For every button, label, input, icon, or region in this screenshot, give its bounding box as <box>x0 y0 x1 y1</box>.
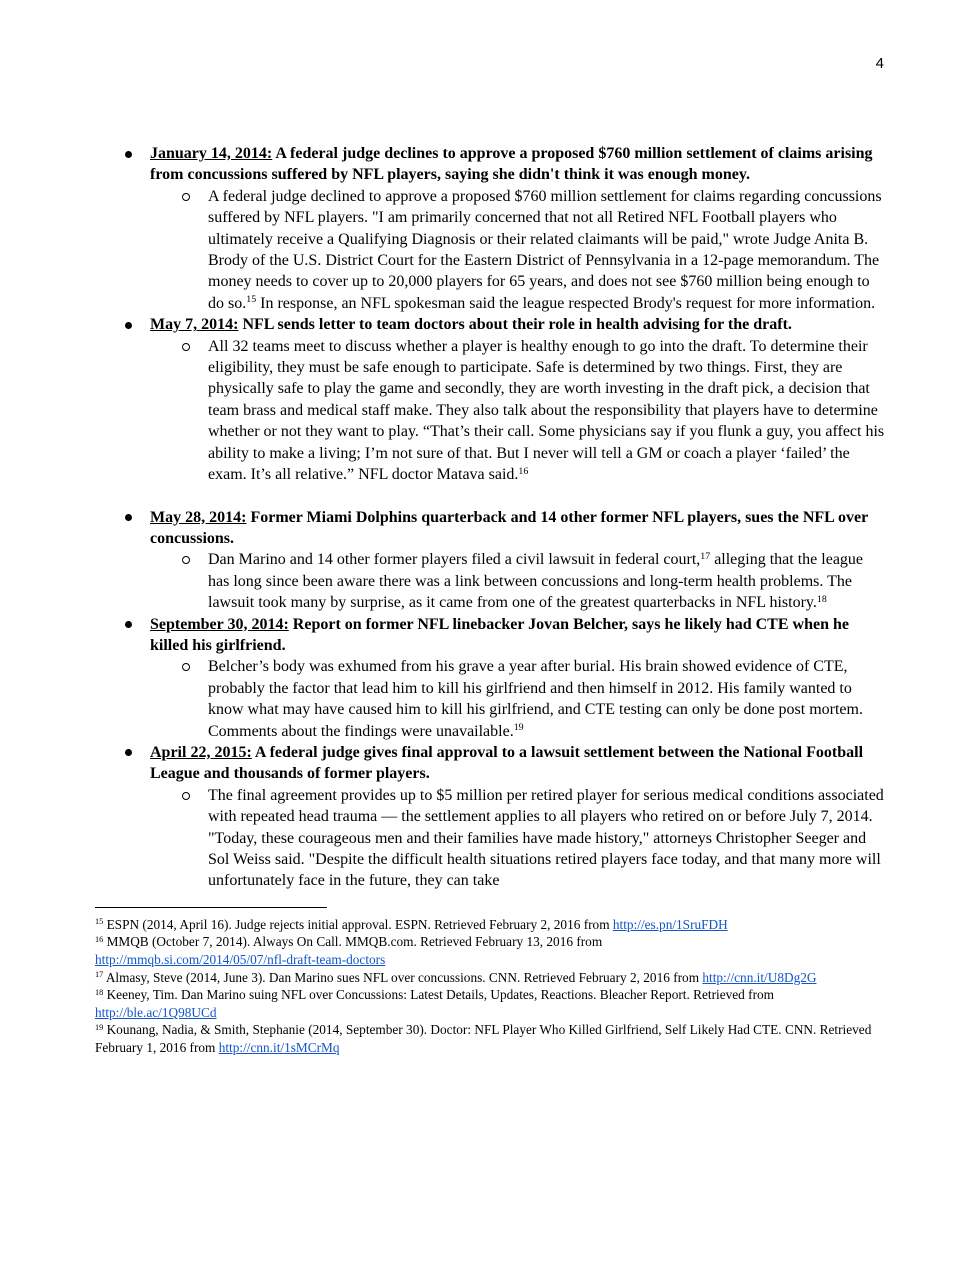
text-run: A federal judge declined to approve a proposed $760 million settlement for claims regarding concussions suffered by NFL players. "I am primarily concerned that not all Retired NFL Football players who ultimately receive a Qualifying Diagnosis or their related claimants will be paid," wrote Judge Anita B. Brody of the U.S. District Court for the Eastern District of Pennsylvania in a 12-page memorandum. The money needs to cover up to 20,000 players for 65 years, and does not see $760 million being enough to do so. <box>208 187 882 312</box>
timeline-entry-heading <box>95 314 885 335</box>
footnotes-section <box>95 907 885 1057</box>
entry-date: April 22, 2015: <box>150 743 252 761</box>
entry-headline: Former Miami Dolphins quarterback and 14 other former NFL players, sues the NFL over concussions. <box>150 508 868 547</box>
entry-date: May 28, 2014: <box>150 508 247 526</box>
text-run: Dan Marino and 14 other former players filed a civil lawsuit in federal court, <box>208 551 701 569</box>
footnote-link[interactable]: http://es.pn/1SruFDH <box>612 916 728 932</box>
text-run: Belcher’s body was exhumed from his grave a year after burial. His brain showed evidence of CTE, probably the factor that lead him to kill his girlfriend and then himself in 2012. His family wanted to know what may have caused him to kill his girlfriend, and CTE testing can only be done post mortem. Comments about the findings were unavailable. <box>208 658 863 740</box>
entry-headline: A federal judge declines to approve a proposed $760 million settlement of claims arising from concussions suffered by NFL players, saying she didn't think it was enough money. <box>150 145 873 184</box>
timeline-entry-heading <box>95 507 885 550</box>
timeline-entry <box>95 742 885 892</box>
timeline-entry-detail <box>95 785 885 892</box>
text-run: Almasy, Steve (2014, June 3). Dan Marino sues NFL over concussions. CNN. Retrieved February 2, 2016 from <box>105 969 703 985</box>
footnote-reference-superscript: 18 <box>816 593 827 605</box>
entry-date: January 14, 2014: <box>150 145 273 162</box>
text-run: ESPN (2014, April 16). Judge rejects initial approval. ESPN. Retrieved February 2, 2016 from <box>106 916 613 932</box>
footnote-marker: 18 <box>95 987 104 997</box>
footnote-separator <box>95 907 327 908</box>
text-run: All 32 teams meet to discuss whether a player is healthy enough to go into the draft. To determine their eligibility, they must be safe enough to participate. Safe is determined by two things. First, they are physically safe to play the game and secondly, they are worth investing in the draft pick, a decision that team brass and medical staff make. They also talk about the responsibility that players have to determine whether or not they want to play. “That’s their call. Some physicians say if you flunk a guy, you affect his ability to make a living; I’m not sure of that. But I never will tell a GM or coach a player ‘failed’ the exam. It’s all relative.” NFL doctor Matava said. <box>208 337 885 484</box>
footnote-reference-superscript: 16 <box>518 465 529 477</box>
text-run: Kounang, Nadia, & Smith, Stephanie (2014, September 30). Doctor: NFL Player Who Killed Girlfriend, Self Likely Had CTE. CNN. Retrieved February 1, 2016 from <box>95 1022 872 1055</box>
footnote-reference-superscript: 19 <box>513 722 524 734</box>
footnote-reference-superscript: 15 <box>246 294 257 306</box>
page-number: 4 <box>875 55 884 72</box>
timeline-entry <box>95 507 885 614</box>
text-run: In response, an NFL spokesman said the league respected Brody's request for more information. <box>256 294 876 312</box>
footnote-link[interactable]: http://cnn.it/U8Dg2G <box>702 969 817 985</box>
footnotes-list <box>95 916 885 1057</box>
footnote-link[interactable]: http://mmqb.si.com/2014/05/07/nfl-draft-team-doctors <box>95 952 386 967</box>
text-run: MMQB (October 7, 2014). Always On Call. MMQB.com. Retrieved February 13, 2016 from <box>106 934 603 950</box>
entry-headline: A federal judge gives final approval to a lawsuit settlement between the National Football League and thousands of former players. <box>150 743 864 783</box>
footnote-link[interactable]: http://cnn.it/1sMCrMq <box>218 1039 340 1055</box>
footnote-marker: 16 <box>95 934 104 944</box>
footnote <box>95 986 885 1021</box>
footnote-link[interactable]: http://ble.ac/1Q98UCd <box>95 1004 217 1020</box>
text-run: Keeney, Tim. Dan Marino suing NFL over Concussions: Latest Details, Updates, Reactions. Bleacher Report. Retrieved from <box>106 987 774 1003</box>
timeline-entry-detail <box>95 549 885 613</box>
timeline-entry-heading <box>95 143 885 186</box>
footnote-marker: 19 <box>95 1022 104 1032</box>
footnote-marker: 17 <box>95 970 104 980</box>
footnote <box>95 933 885 968</box>
timeline-entry-heading <box>95 742 885 785</box>
footnote <box>95 1021 885 1056</box>
entry-date: May 7, 2014: <box>150 316 239 334</box>
entry-headline: Report on former NFL linebacker Jovan Belcher, says he likely had CTE when he killed his girlfriend. <box>150 615 849 654</box>
footnote <box>95 916 885 934</box>
footnote-reference-superscript: 17 <box>700 550 711 562</box>
timeline-list <box>95 143 885 892</box>
timeline-entry <box>95 614 885 742</box>
timeline-entry <box>95 143 885 314</box>
timeline-entry-detail <box>95 336 885 486</box>
footnote <box>95 969 885 987</box>
text-run: alleging that the league has long since been aware there was a link between concussions and long-term health problems. The lawsuit took many by surprise, as it came from one of the greatest quarterbacks in NFL history. <box>208 551 864 612</box>
entry-date: September 30, 2014: <box>150 615 289 633</box>
timeline-entry-detail <box>95 656 885 742</box>
footnote-marker: 15 <box>95 917 104 927</box>
timeline-entry-detail <box>95 186 885 314</box>
timeline-entry-heading <box>95 614 885 657</box>
entry-headline: NFL sends letter to team doctors about their role in health advising for the draft. <box>238 316 792 334</box>
text-run: The final agreement provides up to $5 million per retired player for serious medical conditions associated with repeated head trauma — the settlement applies to all players who retired on or before July 7, 2014. "Today, these courageous men and their families have made history," attorneys Christopher Seeger and Sol Weiss said. "Despite the difficult health situations retired players face today, and that many more will unfortunately face in the future, they can take <box>208 786 884 890</box>
timeline-entry <box>95 314 885 485</box>
